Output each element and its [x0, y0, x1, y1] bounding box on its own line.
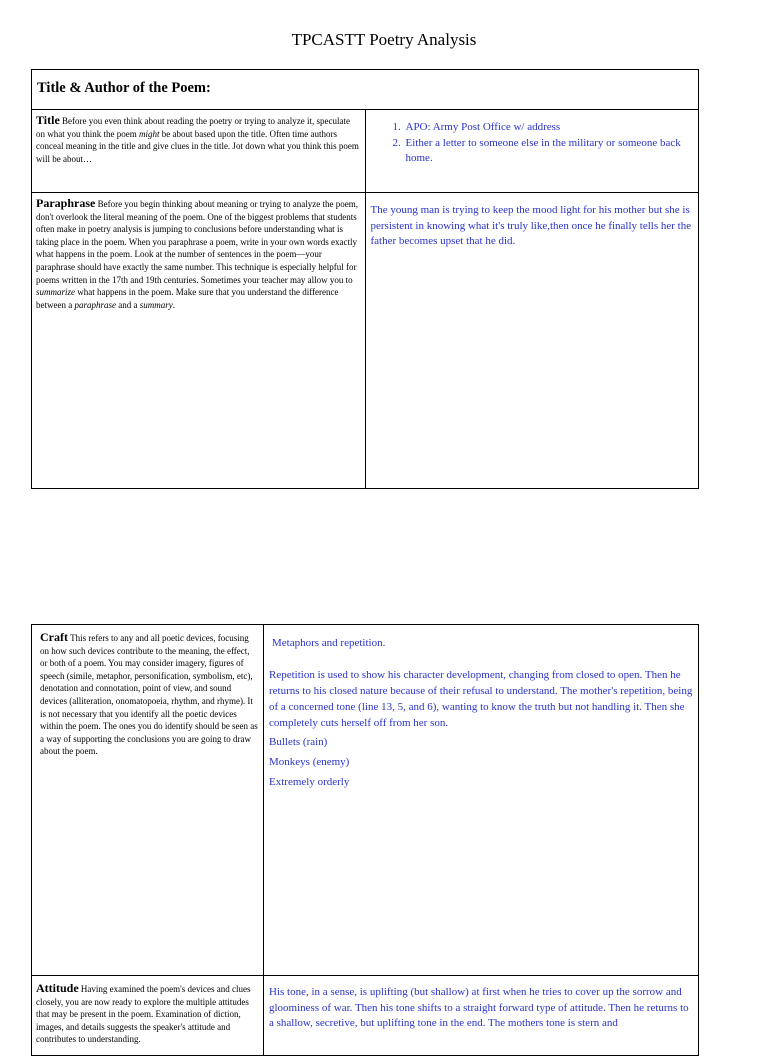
attitude-desc: Having examined the poem's devices and clues closely, you are now ready to explore the multiple attitudes that may be present in the poem. Examination of diction, images, and details suggests the speaker's attitude and contributes to understanding.	[36, 984, 251, 1045]
paraphrase-answer: The young man is trying to keep the mood light for his mother but she is persistent in knowing what it's truly like,then once he finally tells her the father becomes upset that he did.	[370, 204, 692, 247]
title-prompt	[32, 110, 365, 165]
paraphrase-prompt-cell	[32, 193, 366, 489]
title-term: Title	[36, 113, 60, 127]
attitude-answer: His tone, in a sense, is uplifting (but shallow) at first when he tries to cover up the sorrow and gloominess of war. Then his tone shifts to a straight forward type of attitude. Then he returns to a shallow, secretive, but uplifting tone in the end. The mothers tone is stern and	[269, 986, 689, 1029]
paraphrase-desc-em-1: summarize	[36, 287, 76, 298]
craft-answer	[264, 625, 698, 790]
craft-prompt-cell	[32, 625, 264, 976]
craft-answer-line: Metaphors and repetition.	[272, 637, 386, 649]
title-author-label: Title & Author of the Poem:	[37, 80, 211, 96]
document-title: TPCASTT Poetry Analysis	[291, 30, 477, 49]
paraphrase-prompt	[32, 193, 365, 311]
craft-answer-line: Repetition is used to show his character development, changing from closed to open. Then he returns to his closed nature because of their refusal to understand. The mother's repetition, being of a concerned tone (line 13, 5, and 6), wanting to know the truth but not handling it. Then she completely cuts herself off from her son.	[269, 669, 693, 729]
title-desc-1: Before you even think about reading the poetry or trying to analyze it, speculate on what you think the poem	[36, 116, 350, 139]
paraphrase-desc-1: Before you begin thinking about meaning or trying to analyze the poem, don't overlook the literal meaning of the poem. One of the biggest problems that students often make in poetry analysis is jumping to conclusions before understanding what is taking place in the poem. When you paraphrase a poem, write in your own words exactly what happens in the poem. Look at the number of sentences in the poem—your paraphrase should have exactly the same number. This technique is especially helpful for poems written in the 17th and 19th centuries. Sometimes your teacher may allow you to	[36, 199, 359, 285]
title-desc-em: might	[139, 128, 160, 139]
craft-answer-cell[interactable]	[264, 625, 699, 976]
tpcastt-table-1	[31, 69, 699, 489]
craft-answer-line: Extremely orderly	[269, 776, 350, 788]
attitude-answer-cell[interactable]	[264, 976, 699, 1056]
craft-answer-line: Bullets (rain)	[269, 736, 328, 748]
title-answer-list	[366, 120, 699, 167]
title-prompt-cell	[32, 110, 366, 193]
craft-term: Craft	[40, 630, 68, 644]
paraphrase-desc-4: .	[172, 299, 175, 310]
title-answer-cell[interactable]	[365, 110, 699, 193]
paraphrase-answer-cell[interactable]	[365, 193, 699, 489]
paraphrase-desc-em-2: paraphrase	[74, 299, 116, 310]
title-answer-item: 2. Either a letter to someone else in the military or someone back home.	[404, 136, 699, 167]
paraphrase-term: Paraphrase	[36, 196, 96, 210]
title-author-header	[32, 70, 699, 110]
tpcastt-table-2	[31, 624, 699, 1056]
attitude-prompt-cell	[32, 976, 264, 1056]
craft-desc: This refers to any and all poetic devices, focusing on how such devices contribute to the meaning, the effect, or both of a poem. You may consider imagery, figures of speech (simile, metaphor, personification, symbolism, etc), denotation and connotation, point of view, and sound devices (alliteration, onomatopoeia, rhythm, and rhyme). It is not necessary that you identify all the poetic devices within the poem. The ones you do identify should be seen as a way of supporting the conclusions you are going to draw about the poem.	[40, 633, 258, 757]
attitude-prompt	[32, 976, 263, 1046]
craft-prompt	[32, 625, 263, 758]
attitude-term: Attitude	[36, 981, 79, 995]
title-desc-2: be about based upon the title. Often time authors conceal meaning in the title and give clues in the title. Jot down what you think this poem will be about…	[36, 128, 359, 164]
craft-answer-line: Monkeys (enemy)	[269, 756, 350, 768]
paraphrase-desc-2: what happens in the poem. Make sure that you understand the difference between a	[36, 287, 339, 310]
paraphrase-desc-3: and a	[116, 299, 140, 310]
paraphrase-desc-em-3: summary	[139, 299, 173, 310]
title-answer-item: 1. APO: Army Post Office w/ address	[404, 120, 699, 136]
